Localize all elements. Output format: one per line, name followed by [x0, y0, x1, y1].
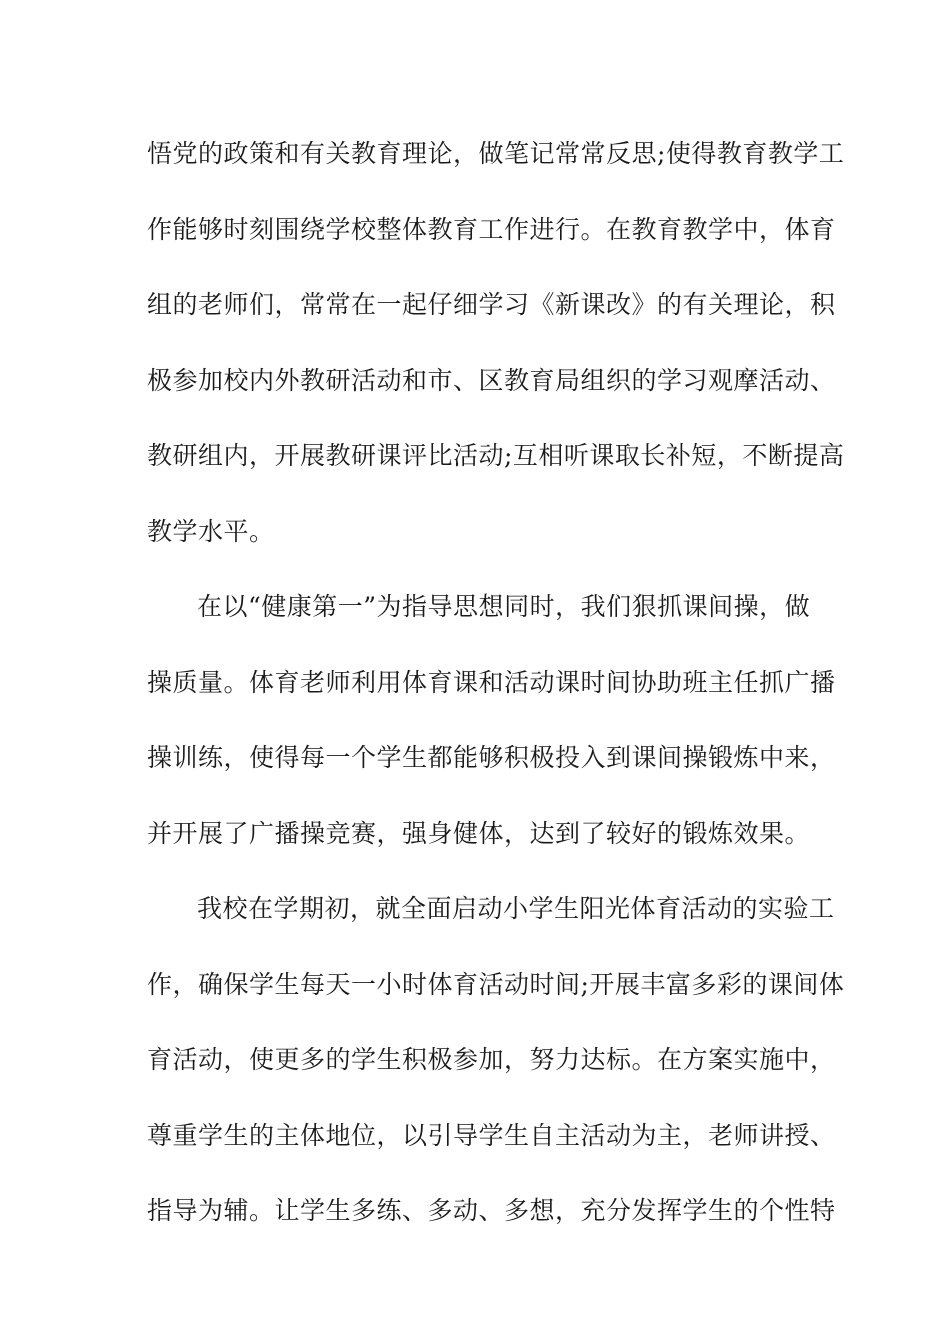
text-line-1: 悟党的政策和有关教育理论，做笔记常常反思;使得教育教学工 — [147, 139, 845, 168]
body-text — [147, 128, 845, 1261]
text-line-2: 作能够时刻围绕学校整体教育工作进行。在教育教学中，体育 — [147, 214, 836, 244]
paragraph-start-line: 在以“健康第一”为指导思想同时，我们狠抓课间操，做 — [197, 592, 811, 621]
text-line-10: 并开展了广播操竞赛，强身健体，达到了较好的锻炼效果。 — [147, 818, 811, 848]
text-line-8: 操质量。体育老师利用体育课和活动课时间协助班主任抓广播 — [147, 667, 836, 697]
paragraph-start-line: 我校在学期初，就全面启动小学生阳光体育活动的实验工 — [197, 894, 835, 923]
text-line-4: 极参加校内外教研活动和市、区教育局组织的学习观摩活动、 — [147, 365, 836, 395]
text-line-3: 组的老师们，常常在一起仔细学习《新课改》的有关理论，积 — [147, 290, 836, 319]
text-line-13: 育活动，使更多的学生积极参加，努力达标。在方案实施中， — [147, 1045, 836, 1074]
text-line-12: 作，确保学生每天一小时体育活动时间;开展丰富多彩的课间体 — [147, 969, 845, 999]
text-line-6: 教学水平。 — [147, 516, 275, 546]
text-line-5: 教研组内，开展教研课评比活动;互相听课取长补短，不断提高 — [147, 441, 845, 470]
text-line-14: 尊重学生的主体地位，以引导学生自主活动为主，老师讲授、 — [147, 1120, 836, 1150]
text-line-9: 操训练，使得每一个学生都能够积极投入到课间操锻炼中来， — [147, 743, 836, 772]
text-line-15: 指导为辅。让学生多练、多动、多想，充分发挥学生的个性特 — [147, 1196, 836, 1225]
